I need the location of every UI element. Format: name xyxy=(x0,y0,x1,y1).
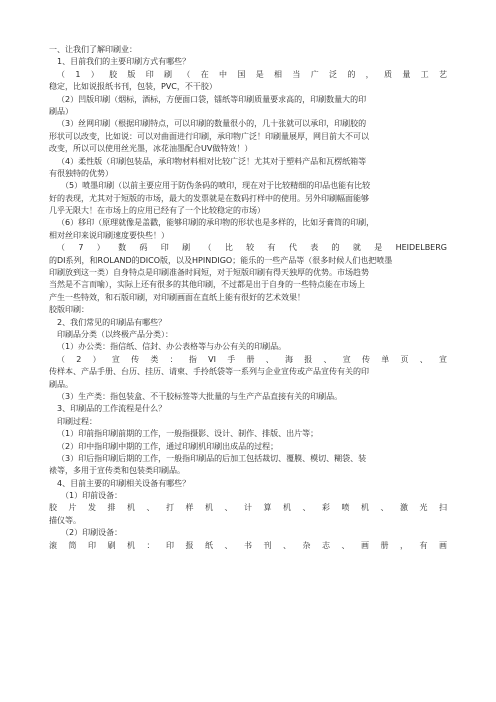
document-body xyxy=(49,44,447,552)
paragraph-line: 有很独特的优势） xyxy=(49,168,113,178)
paragraph-line: 印刷放到这一类）自身特点是印刷准备时间短，对于短版印刷有得天独厚的优势。市场趋势 xyxy=(49,268,369,278)
paragraph-line: （5）喷墨印刷（以前主要应用于防伪条码的喷印，现在对于比较精细的印品也能有比较 xyxy=(61,181,371,191)
paragraph-line: （1）印前设备： xyxy=(61,491,123,501)
paragraph-line: 产生一些特效，和石版印刷，对印刷画面在直纸上能有很好的艺术效果！ xyxy=(49,292,305,302)
question-heading: 3、印刷品的工作流程是什么？ xyxy=(57,404,167,414)
paragraph-line: 裱等，多用于宣传类和包装类印刷品。 xyxy=(49,466,185,476)
paragraph-line: 相对丝印来说印刷速度要快些！） xyxy=(49,230,169,240)
paragraph-line: （3）丝网印刷（根据印刷特点，可以印刷的数量很小的，几十张就可以承印，印刷胶的 xyxy=(57,119,367,129)
paragraph-line: 形状可以改变，比如说：可以对曲面进行印刷，承印物广泛！印刷量展厚，网目前大不可以 xyxy=(49,131,369,141)
paragraph-line: 当然是不言而喻），实际上还有很多的其他印刷，不过都是出于自身的一些特点能在市场上 xyxy=(49,280,365,290)
paragraph-line: 印刷品分类（以终极产品分类）： xyxy=(57,329,173,339)
paragraph-line: （1）办公类：指信纸、信封、办公表格等与办公有关的印刷品。 xyxy=(57,342,287,352)
paragraph-line: （2）宣传类：指VI手册、海报、宣传单页、宣 xyxy=(57,354,447,364)
paragraph-line: （2）印刷设备： xyxy=(61,528,123,538)
paragraph-line: 刷品） xyxy=(49,106,73,116)
paragraph-line: （2）凹版印刷（烟标，酒标，方便面口袋，镭纸等印刷质量要求高的，印刷数量大的印 xyxy=(57,94,367,104)
paragraph-line: （3）生产类：指包装盒、不干胶标签等大批量的与生产产品直接有关的印刷品。 xyxy=(57,391,343,401)
paragraph-line: （3）印后指印刷后期的工作，一般指印刷品的后加工包括裁切、覆膜、模切、糊袋、装 xyxy=(57,453,367,463)
paragraph-line: 稳定，比如说报纸书刊，包装，PVC，不干胶） xyxy=(49,82,217,92)
paragraph-line: 胶片发排机、打样机、计算机、彩喷机、激光扫 xyxy=(49,503,447,513)
section-heading: 一、让我们了解印刷业： xyxy=(49,45,137,54)
paragraph-line: 刷品。 xyxy=(49,379,73,389)
question-heading: 4、目前主要的印刷相关设备有哪些？ xyxy=(57,478,191,488)
paragraph-line: 的DI系列，和ROLAND的DICO版，以及HPINDIGO；能乐的一些产品等（很多时候人们也把喷墨 xyxy=(49,255,393,265)
paragraph-line: （7）数码印刷（比较有代表的就是HEIDELBERG xyxy=(57,243,447,253)
paragraph-line: 描仪等。 xyxy=(49,515,81,525)
paragraph-line: （1）印前指印刷前期的工作，一般指摄影、设计、制作、排版、出片等； xyxy=(57,429,319,439)
paragraph-line: 改变，所以可以使用丝光墨，冰花油墨配合UV做特效！） xyxy=(49,144,253,154)
paragraph-line: （4）柔性版（印刷包装品，承印物材料相对比较广泛！尤其对于塑料产品和瓦楞纸箱等 xyxy=(57,156,367,166)
paragraph-line: （2）印中指印刷中期的工作，通过印刷机印刷出成品的过程； xyxy=(57,441,279,451)
paragraph-line: 几乎无限大！在市场上的应用已经有了一个比较稳定的市场） xyxy=(49,206,265,216)
paragraph-line: 好的表现，尤其对于短版的市场，最大的发票就是在数码打样中的使用。另外印刷幅面能够 xyxy=(49,193,369,203)
question-heading: 2、我们常见的印刷品有哪些？ xyxy=(57,317,167,327)
paragraph-line: （6）移印（原理就像是盖戳，能够印刷的承印物的形状也是多样的，比如牙膏筒的印刷， xyxy=(57,218,375,228)
paragraph-line: 印刷过程： xyxy=(57,416,97,426)
paragraph-line: 传样本、产品手册、台历、挂历、请柬、手拎纸袋等一系列与企业宣传或产品宣传有关的印 xyxy=(49,367,369,377)
question-heading: 1、目前我们的主要印刷方式有哪些？ xyxy=(57,57,191,67)
paragraph-line: 滚筒印刷机：印报纸、书刊、杂志、画册，有画 xyxy=(49,540,447,550)
paragraph-line: （1）胶版印刷（在中国是相当广泛的，质量工艺 xyxy=(57,69,447,79)
paragraph-line: 胶版印刷： xyxy=(49,305,89,315)
